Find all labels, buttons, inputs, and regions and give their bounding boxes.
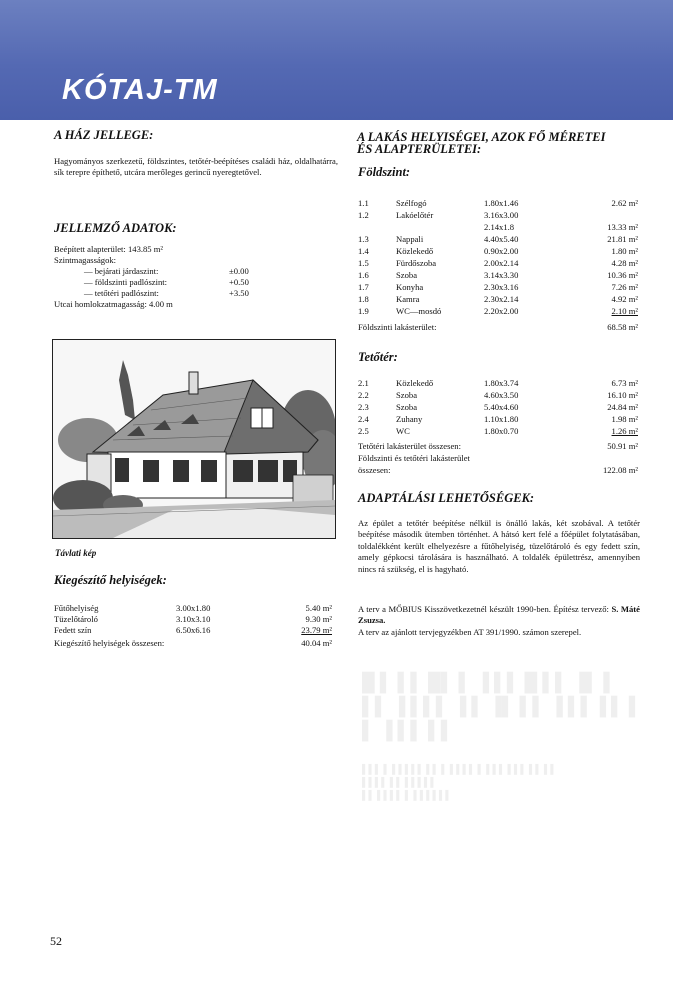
room-dimensions: 0.90x2.00 (484, 246, 519, 256)
room-area: 1.26 m² (611, 426, 638, 436)
room-area: 16.10 m² (607, 390, 638, 400)
attic-total-label: Tetőtéri lakásterület összesen: (358, 441, 461, 451)
extra-name: Tüzelőtároló (54, 614, 98, 624)
room-name: Szoba (396, 390, 418, 400)
extra-dim: 3.00x1.80 (176, 603, 211, 613)
room-name: Nappali (396, 234, 424, 244)
extra-area: 23.79 m² (301, 625, 332, 635)
room-number: 1.7 (358, 282, 369, 292)
room-dimensions: 1.80x3.74 (484, 378, 519, 388)
room-area: 13.33 m² (607, 222, 638, 232)
room-number: 1.3 (358, 234, 369, 244)
level-label: — tetőtéri padlószint: (84, 288, 159, 298)
room-area: 1.80 m² (611, 246, 638, 256)
extra-area: 5.40 m² (305, 603, 332, 613)
room-name: Kamra (396, 294, 420, 304)
facade-height: Utcai homlokzatmagasság: 4.00 m (54, 299, 173, 309)
room-dimensions: 2.00x2.14 (484, 258, 519, 268)
room-number: 1.4 (358, 246, 369, 256)
extra-total: 40.04 m² (301, 638, 332, 648)
room-number: 1.5 (358, 258, 369, 268)
bleed-through-text: ▌▌▌▌ ▌▌ ▌▌▌▌▌ (362, 777, 437, 787)
room-number: 2.4 (358, 414, 369, 424)
levels-label: Szintmagasságok: (54, 255, 117, 265)
page-title: KÓTAJ-TM (62, 74, 218, 106)
room-dimensions: 2.30x2.14 (484, 294, 519, 304)
room-name: Szoba (396, 270, 418, 280)
room-dimensions: 1.80x1.46 (484, 198, 519, 208)
extra-area: 9.30 m² (305, 614, 332, 624)
room-number: 1.8 (358, 294, 369, 304)
character-heading: A HÁZ JELLEGE: (54, 128, 154, 142)
room-number: 2.1 (358, 378, 369, 388)
extra-dim: 6.50x6.16 (176, 625, 211, 635)
extra-total-label: Kiegészítő helyiségek összesen: (54, 638, 165, 648)
room-area: 24.84 m² (607, 402, 638, 412)
level-value: +0.50 (229, 277, 249, 287)
room-dimensions: 5.40x4.60 (484, 402, 519, 412)
room-number: 2.5 (358, 426, 369, 436)
ground-total-label: Földszinti lakásterület: (358, 322, 437, 332)
rooms-heading: ÉS ALAPTERÜLETEI: (357, 142, 482, 156)
image-caption: Távlati kép (55, 548, 97, 558)
room-number: 1.2 (358, 210, 369, 220)
room-area: 21.81 m² (607, 234, 638, 244)
attic-total: 50.91 m² (607, 441, 638, 451)
extra-name: Fedett szín (54, 625, 92, 635)
house-perspective-image (52, 339, 336, 539)
room-dimensions: 2.14x1.8 (484, 222, 515, 232)
built-area: Beépített alapterület: 143.85 m² (54, 244, 164, 254)
combined-total-label: Földszinti és tetőtéri lakásterület (358, 453, 470, 463)
level-label: — bejárati járdaszint: (84, 266, 159, 276)
room-number: 2.3 (358, 402, 369, 412)
extra-heading: Kiegészítő helyiségek: (54, 573, 167, 587)
room-number: 1.6 (358, 270, 369, 280)
level-value: +3.50 (229, 288, 249, 298)
room-name: WC—mosdó (396, 306, 442, 316)
title-banner (0, 0, 673, 120)
room-name: Fürdőszoba (396, 258, 437, 268)
extra-name: Fűtőhelyiség (54, 603, 99, 613)
combined-total: 122.08 m² (602, 465, 638, 475)
room-dimensions: 2.20x2.00 (484, 306, 519, 316)
rooms-heading: A LAKÁS HELYISÉGEI, AZOK FŐ MÉRETEI (357, 130, 606, 144)
designer-name: S. Máté Zsuzsa. (358, 604, 640, 626)
room-area: 10.36 m² (607, 270, 638, 280)
room-dimensions: 4.40x5.40 (484, 234, 519, 244)
room-name: Zuhany (396, 414, 423, 424)
level-value: ±0.00 (229, 266, 249, 276)
room-dimensions: 3.16x3.00 (484, 210, 519, 220)
bleed-through-text: ▌ ▐ ▌▌ ▌▌ (362, 720, 454, 740)
adapt-heading: ADAPTÁLÁSI LEHETŐSÉGEK: (358, 491, 535, 505)
room-number: 1.9 (358, 306, 369, 316)
room-dimensions: 2.30x3.16 (484, 282, 519, 292)
combined-total-label: összesen: (358, 465, 391, 475)
features-heading: JELLEMZŐ ADATOK: (54, 221, 177, 235)
room-area: 4.28 m² (611, 258, 638, 268)
catalog-text: A terv az ajánlott tervjegyzékben AT 391/1990. számon szerepel. (358, 627, 582, 637)
designer-text (358, 604, 640, 627)
designer-label: A terv a MŐBIUS Kisszövetkezetnél készült 1990-ben. Építész tervező: (358, 604, 612, 614)
bleed-through-text: ▌▌▌ ▌ ▌▌▌▌▌ ▌▌ ▌ ▌▌▌▌ ▌ ▌▌▌ ▌▌▌ ▌▌ ▌▌ (362, 764, 557, 774)
extra-dim: 3.10x3.10 (176, 614, 211, 624)
room-area: 7.26 m² (611, 282, 638, 292)
adapt-text: Az épület a tetőtér beépítése nélkül is önálló lakás, két szobával. A tetőtér beépítése második ütemben történhet. A hátsó kert felé a főépület folytatásában, toldalékként került elhelyezésre a fűtőhelyiség, tüzelőtároló és egy fedett szín, amely gépkocsi tárolására is használható. A toldalék épülettrész, amennyiben nincs rá szükség, el is hagyható. (358, 518, 640, 574)
bleed-through-text: █ ▌ ▌▌ █▌ ▌ ▐ ▌▌ █ ▌▌ ▐▌ ▌ (362, 672, 617, 692)
character-text: Hagyományos szerkezetű, földszintes, tetőtér-beépítéses családi ház, oldalhatárra, sík terepre építhető, utcára merőleges gerincű nyeregtetővel. (54, 156, 338, 178)
room-name: Közlekedő (396, 246, 434, 256)
level-label: — földszinti padlószint: (84, 277, 168, 287)
ground-floor-heading: Földszint: (358, 165, 411, 179)
room-area: 6.73 m² (611, 378, 638, 388)
room-name: Szélfogó (396, 198, 427, 208)
room-name: WC (396, 426, 410, 436)
room-dimensions: 1.10x1.80 (484, 414, 519, 424)
bleed-through-text: ▌▌ ▐ ▌▌▌ ▐ ▌ ▐▌ ▌▌ ▐ ▌▌▐ ▌ ▌ (362, 696, 642, 716)
bleed-through-text: ▌▌ ▌▌▌▌ ▌ ▌▌▌▌▌▌ (362, 790, 452, 800)
attic-heading: Tetőtér: (358, 350, 398, 364)
room-area: 2.10 m² (611, 306, 638, 316)
room-dimensions: 1.80x0.70 (484, 426, 519, 436)
room-name: Közlekedő (396, 378, 434, 388)
room-name: Lakóelőtér (396, 210, 434, 220)
room-area: 1.98 m² (611, 414, 638, 424)
room-number: 2.2 (358, 390, 369, 400)
room-dimensions: 3.14x3.30 (484, 270, 519, 280)
room-name: Szoba (396, 402, 418, 412)
room-name: Konyha (396, 282, 424, 292)
room-area: 2.62 m² (611, 198, 638, 208)
room-number: 1.1 (358, 198, 369, 208)
room-dimensions: 4.60x3.50 (484, 390, 519, 400)
ground-total: 68.58 m² (607, 322, 638, 332)
room-area: 4.92 m² (611, 294, 638, 304)
page-number: 52 (50, 934, 62, 948)
